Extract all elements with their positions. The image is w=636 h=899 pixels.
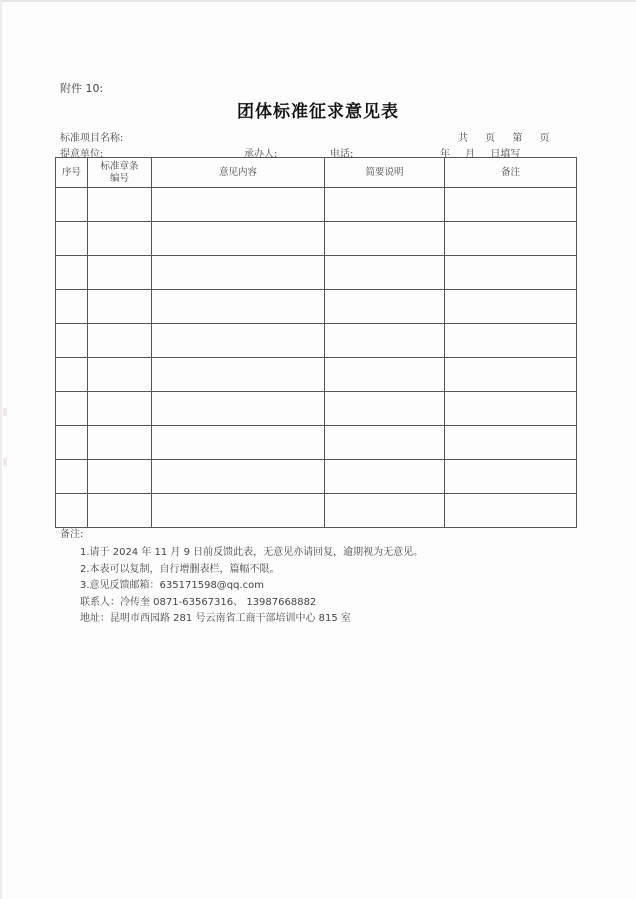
table-cell (325, 222, 445, 256)
table-cell (56, 256, 88, 290)
table-cell (445, 358, 577, 392)
submitting-unit-label: 提意单位: (60, 149, 104, 160)
table-cell (445, 426, 577, 460)
table-cell (445, 324, 577, 358)
table-body (56, 188, 577, 528)
table-cell (152, 392, 325, 426)
attachment-label: 附件 10: (60, 82, 104, 95)
table-row (56, 324, 577, 358)
table-cell (325, 290, 445, 324)
table-row (56, 256, 577, 290)
table-cell (445, 494, 577, 528)
table-cell (56, 358, 88, 392)
table-cell (445, 222, 577, 256)
page-count-label: 共 页 第 页 (458, 133, 550, 144)
table-cell (56, 392, 88, 426)
table-cell (56, 290, 88, 324)
table-cell (152, 358, 325, 392)
table-row (56, 358, 577, 392)
table-cell (325, 494, 445, 528)
table-cell (56, 494, 88, 528)
scan-mark (3, 408, 7, 416)
table-cell (325, 392, 445, 426)
table-cell (88, 222, 152, 256)
table-cell (56, 222, 88, 256)
column-header-remarks: 备注 (445, 158, 577, 188)
note-item: 3.意见反馈邮箱：635171598@qq.com (80, 580, 265, 591)
table-cell (56, 426, 88, 460)
table-cell (152, 222, 325, 256)
fill-date-label: 年 月 日填写 (440, 149, 521, 160)
table-cell (88, 426, 152, 460)
table-cell (445, 290, 577, 324)
page-title: 团体标准征求意见表 (237, 102, 399, 122)
table-cell (88, 460, 152, 494)
table-cell (152, 494, 325, 528)
table-cell (152, 256, 325, 290)
table-cell (152, 188, 325, 222)
table-row (56, 222, 577, 256)
table-cell (445, 392, 577, 426)
column-header-opinion: 意见内容 (152, 158, 325, 188)
column-header-serial: 序号 (56, 158, 88, 188)
table-cell (445, 256, 577, 290)
table-cell (88, 188, 152, 222)
scan-mark (3, 458, 7, 466)
table-cell (152, 426, 325, 460)
table-row (56, 426, 577, 460)
scan-edge (0, 0, 636, 2)
opinion-table (55, 157, 577, 528)
table-cell (88, 392, 152, 426)
table-cell (325, 256, 445, 290)
note-item: 联系人：冷传奎 0871-63567316、 13987668882 (80, 597, 317, 608)
table-cell (325, 324, 445, 358)
table-row (56, 494, 577, 528)
table-cell (88, 290, 152, 324)
table-cell (56, 324, 88, 358)
table-cell (88, 358, 152, 392)
note-item: 1.请于 2024 年 11 月 9 日前反馈此表，无意见亦请回复，逾期视为无意见。 (80, 547, 424, 558)
table-row (56, 188, 577, 222)
notes-heading: 备注: (60, 529, 84, 540)
table-cell (88, 256, 152, 290)
phone-label: 电话: (330, 149, 354, 160)
table-cell (152, 324, 325, 358)
note-item: 地址：昆明市西园路 281 号云南省工商干部培训中心 815 室 (80, 613, 351, 624)
table-row (56, 392, 577, 426)
table-cell (152, 460, 325, 494)
table-header-row (56, 158, 577, 188)
note-item: 2.本表可以复制，自行增删表栏，篇幅不限。 (80, 564, 280, 575)
column-header-explanation: 简要说明 (325, 158, 445, 188)
table-cell (325, 426, 445, 460)
table-cell (445, 460, 577, 494)
table-row (56, 290, 577, 324)
column-header-clause-number: 标准章条编号 (88, 158, 152, 188)
table-cell (88, 324, 152, 358)
table-cell (325, 358, 445, 392)
table-cell (56, 460, 88, 494)
table-cell (325, 188, 445, 222)
table-cell (152, 290, 325, 324)
project-name-label: 标准项目名称: (60, 133, 124, 144)
table-row (56, 460, 577, 494)
table-cell (325, 460, 445, 494)
table-cell (88, 494, 152, 528)
scan-edge (0, 0, 2, 899)
contact-person-label: 承办人: (244, 149, 278, 160)
table-cell (445, 188, 577, 222)
table-cell (56, 188, 88, 222)
